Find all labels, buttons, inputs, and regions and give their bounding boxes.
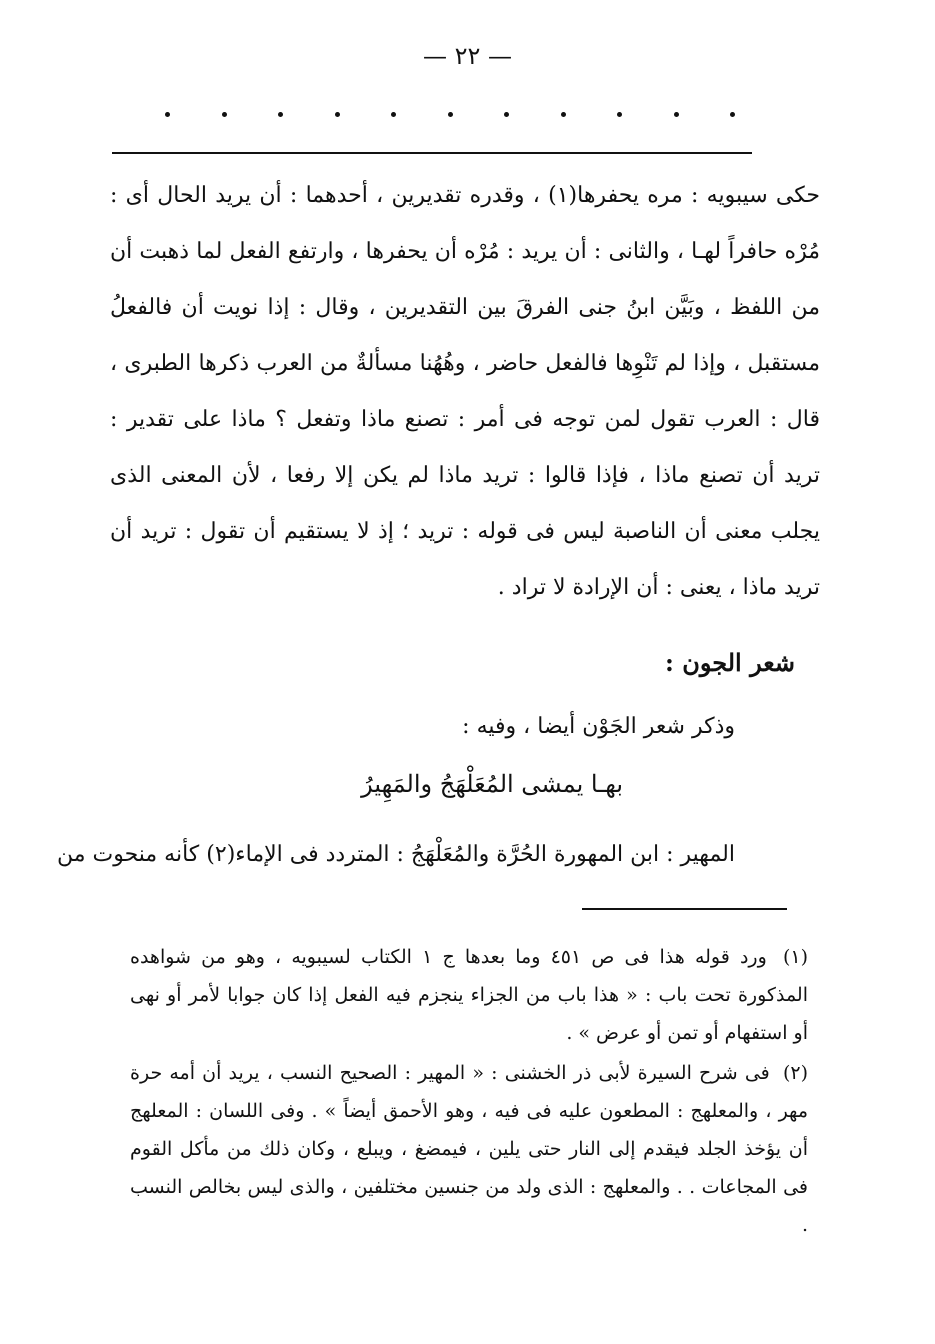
section-intro: وذكر شعر الجَوْن أيضا ، وفيه : xyxy=(462,714,735,739)
footnote-number: (١) xyxy=(782,946,808,968)
ornament-dot xyxy=(335,112,340,117)
top-divider xyxy=(112,152,752,154)
footnote-1 xyxy=(130,938,808,1052)
ornament-dot xyxy=(617,112,622,117)
footnote-number: (٢) xyxy=(782,1062,808,1084)
ornament-dot xyxy=(674,112,679,117)
ornament-dot xyxy=(504,112,509,117)
ornament-dots xyxy=(165,112,735,117)
ornament-dot xyxy=(561,112,566,117)
page-number: — ٢٢ — xyxy=(422,42,513,70)
section-heading: شعر الجون : xyxy=(665,648,795,677)
footnotes xyxy=(130,938,808,1246)
ornament-dot xyxy=(278,112,283,117)
ornament-dot xyxy=(391,112,396,117)
ornament-dot xyxy=(165,112,170,117)
footnote-text: ورد قوله هذا فى ص ٤٥١ وما بعدها ج ١ الكتاب لسيبويه ، وهو من شواهده المذكورة تحت باب : « هذا باب من الجزاء ينجزم فيه الفعل إذا كان جوابا لأمر أو نهى أو استفهام أو تمن أو عرض » . xyxy=(130,946,808,1044)
footnote-text: فى شرح السيرة لأبى ذر الخشنى : « المهير : الصحيح النسب ، يريد أن أمه حرة مهر ، والمعلهج : المطعون عليه فى فيه ، وهو الأحمق أيضاً » . وفى اللسان : المعلهج أن يؤخذ الجلد فيقدم إلى النار حتى يلين ، فيمضغ ، ويبلع ، وكان ذلك من مأكل القوم فى المجاعات . . والمعلهج : الذى ولد من جنسين مختلفين ، والذى ليس بخالص النسب . xyxy=(130,1062,809,1236)
main-paragraph-block xyxy=(110,168,820,616)
main-paragraph: حكى سيبويه : مره يحفرها(١) ، وقدره تقديرين ، أحدهما : أن يريد الحال أى : مُرْه حافراً لهـا ، والثانى : أن يريد : مُرْه أن يحفرها ، وارتفع الفعل لما ذهبت أن من اللفظ ، وبَيَّن ابنُ جنى الفرقَ بين التقديرين ، وقال : إذا نويت أن فالفعلُ مستقبل ، وإذا لم تَنْوِها فالفعل حاضر ، وهُهُنا مسألةٌ من العرب ذكرها الطبرى ، قال : العرب تقول لمن توجه فى أمر : تصنع ماذا وتفعل ؟ ماذا على تقدير : تريد أن تصنع ماذا ، فإذا قالوا : تريد ماذا لم يكن إلا رفعا ، لأن المعنى الذى يجلب معنى أن الناصبة ليس فى قوله : تريد ؛ إذ لا يستقيم أن تقول : تريد أن تريد ماذا ، يعنى : أن الإرادة لا تراد . xyxy=(110,183,820,600)
footnote-divider xyxy=(582,908,787,910)
poem-verse: بهـا يمشى المُعَلْهَجُ والمَهِيرُ xyxy=(361,770,623,798)
footnote-2 xyxy=(130,1054,808,1244)
ornament-dot xyxy=(730,112,735,117)
ornament-dot xyxy=(448,112,453,117)
verse-gloss: المهير : ابن المهورة الحُرَّة والمُعَلْهَجُ : المتردد فى الإماء(٢) كأنه منحوت من xyxy=(56,842,735,867)
ornament-dot xyxy=(222,112,227,117)
